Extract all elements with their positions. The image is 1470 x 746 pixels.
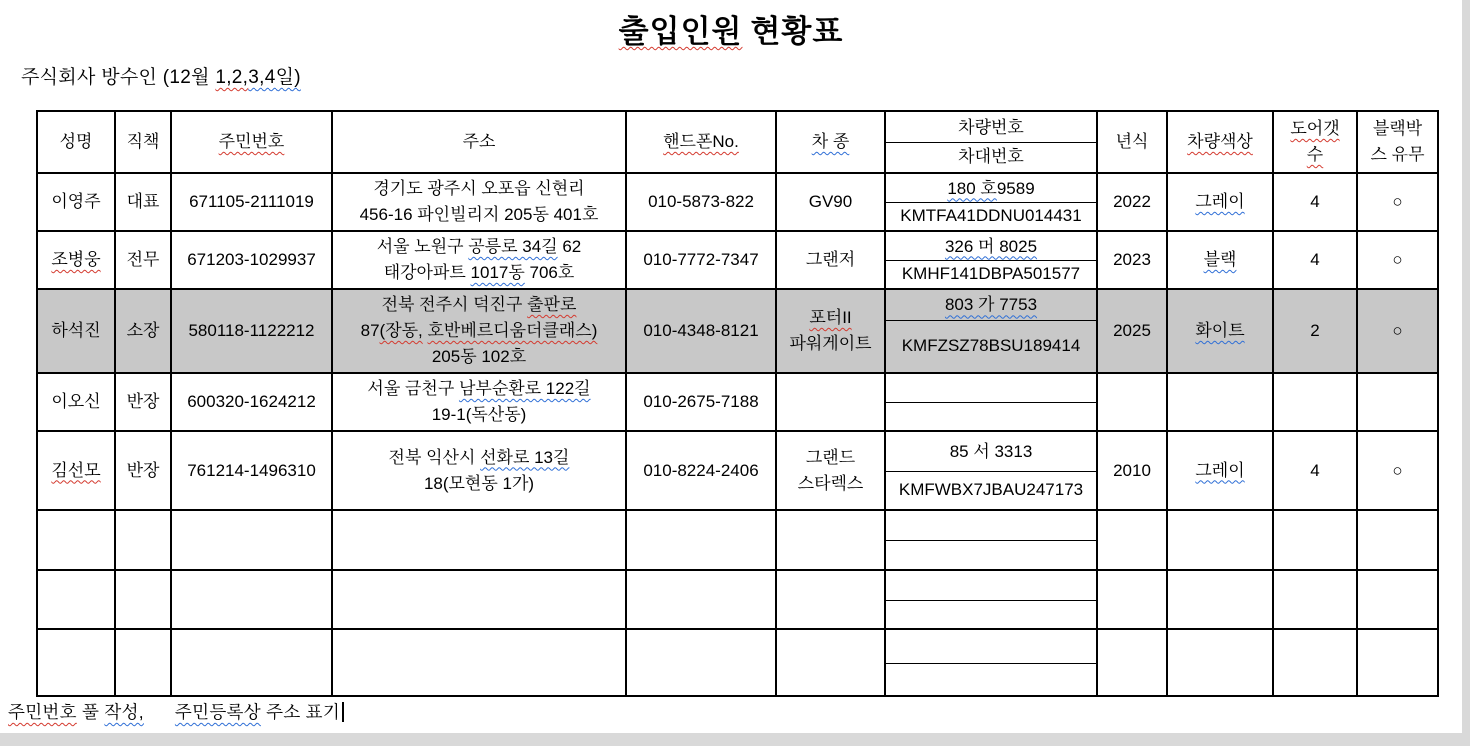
position-cell[interactable] [115, 510, 171, 570]
address-line [333, 445, 625, 471]
name-cell[interactable] [37, 231, 115, 289]
phone-cell[interactable] [626, 570, 776, 629]
car-year: 2023 [1113, 250, 1151, 269]
car-type: 그랜저 [805, 250, 856, 269]
subtitle-dates-blue: 3,4일) [248, 67, 301, 88]
company-subtitle[interactable] [21, 62, 301, 89]
vin-number: KMFZSZ78BSU189414 [901, 335, 1081, 355]
title-rest-text: 현황표 [750, 14, 844, 49]
address-cell[interactable] [332, 373, 626, 431]
door-count: 2 [1310, 321, 1320, 340]
blackbox-cell[interactable] [1357, 510, 1438, 570]
car-color: 화이트 [1195, 321, 1245, 340]
header-blackbox-line2: 스 유무 [1370, 145, 1425, 164]
person-rrn: 600320-1624212 [187, 392, 316, 411]
header-color-label: 차량색상 [1187, 132, 1253, 151]
color-cell[interactable] [1167, 570, 1273, 629]
blackbox-cell[interactable] [1357, 373, 1438, 431]
page-edge-bottom [0, 733, 1470, 746]
header-doors-line1: 도어갯 [1290, 119, 1340, 138]
phone-number: 010-8224-2406 [643, 460, 759, 480]
address-line [333, 292, 625, 318]
car-type-cell[interactable] [776, 510, 885, 570]
address-cell[interactable] [332, 510, 626, 570]
address-cell[interactable] [332, 570, 626, 629]
table-row [37, 231, 1438, 289]
color-cell[interactable] [1167, 373, 1273, 431]
phone-cell[interactable] [626, 173, 776, 231]
footer-text: 풀 [76, 702, 105, 722]
plate-number: 803 가 7753 [944, 295, 1038, 315]
year-cell[interactable] [1097, 570, 1167, 629]
phone-cell[interactable] [626, 431, 776, 510]
address-line [333, 318, 625, 344]
person-name: 이오신 [51, 392, 101, 411]
car-type-cell[interactable] [776, 570, 885, 629]
rrn-cell[interactable] [171, 231, 332, 289]
car-color: 그레이 [1195, 192, 1245, 211]
car-year: 2022 [1113, 192, 1151, 211]
plate-vin-cell[interactable] [885, 570, 1097, 629]
car-type-cell[interactable] [776, 231, 885, 289]
blackbox-circle-mark: ○ [1392, 460, 1403, 480]
footer-text: 주민등록상 [174, 702, 261, 722]
doors-cell[interactable] [1273, 289, 1357, 373]
name-cell[interactable] [37, 173, 115, 231]
position-cell[interactable] [115, 231, 171, 289]
year-cell[interactable] [1097, 510, 1167, 570]
address-line [333, 376, 625, 402]
year-cell[interactable] [1097, 173, 1167, 231]
person-position: 전무 [126, 250, 160, 269]
color-cell[interactable] [1167, 173, 1273, 231]
plate-vin-cell[interactable] [885, 289, 1097, 373]
header-plate-vin[interactable] [885, 111, 1097, 173]
blackbox-cell[interactable] [1357, 570, 1438, 629]
header-name[interactable] [37, 111, 115, 173]
position-cell[interactable] [115, 629, 171, 696]
footer-note[interactable] [8, 699, 344, 724]
header-address[interactable] [332, 111, 626, 173]
car-type: GV90 [808, 192, 853, 211]
person-name: 이영주 [51, 192, 101, 211]
phone-number: 010-7772-7347 [643, 250, 759, 269]
address-cell[interactable] [332, 629, 626, 696]
address-text: (장동, [379, 321, 423, 340]
door-count: 4 [1310, 250, 1320, 269]
address-text: 서울 금천구 [367, 379, 459, 398]
address-text: 18(모현동 1가) [423, 473, 535, 493]
doors-cell[interactable] [1273, 373, 1357, 431]
rrn-cell[interactable] [171, 431, 332, 510]
plate-vin-cell[interactable] [885, 173, 1097, 231]
plate-number: 9589 [996, 178, 1035, 198]
name-cell[interactable] [37, 510, 115, 570]
color-cell[interactable] [1167, 289, 1273, 373]
blackbox-circle-mark: ○ [1392, 192, 1403, 211]
header-doors[interactable] [1273, 111, 1357, 173]
address-text: 87 [360, 321, 380, 340]
person-name: 하석진 [51, 321, 101, 340]
address-text: 출판로 [527, 295, 577, 314]
person-position: 반장 [126, 392, 160, 411]
header-doors-line2: 수 [1306, 145, 1324, 164]
rrn-cell[interactable] [171, 173, 332, 231]
person-position: 대표 [126, 192, 160, 211]
name-cell[interactable] [37, 289, 115, 373]
address-text: 태강아파트 [383, 263, 471, 282]
name-cell[interactable] [37, 373, 115, 431]
phone-cell[interactable] [626, 289, 776, 373]
person-name: 조병웅 [51, 250, 101, 269]
car-color: 그레이 [1195, 460, 1245, 480]
header-car-type[interactable] [776, 111, 885, 173]
title-marked-text: 출입인원 [618, 14, 743, 49]
header-year-label: 년식 [1115, 132, 1149, 151]
address-line [333, 471, 625, 497]
table-row [37, 431, 1438, 510]
page-title[interactable] [0, 6, 1462, 51]
person-rrn: 761214-1496310 [187, 460, 316, 480]
address-text: 456-16 파인빌리지 205동 401호 [359, 205, 599, 224]
table-row-highlighted [37, 289, 1438, 373]
address-line [333, 202, 625, 228]
footer-text: 주소 표기 [260, 702, 341, 722]
plate-vin-cell[interactable] [885, 629, 1097, 696]
color-cell[interactable] [1167, 629, 1273, 696]
header-rrn-label: 주민번호 [218, 132, 285, 151]
year-cell[interactable] [1097, 231, 1167, 289]
address-line [333, 260, 625, 286]
address-line [333, 402, 625, 428]
blackbox-cell[interactable] [1357, 289, 1438, 373]
vin-number: KMHF141DBPA501577 [901, 264, 1081, 283]
address-text: 경기도 광주시 오포읍 신현리 [373, 179, 585, 198]
blackbox-cell[interactable] [1357, 431, 1438, 510]
address-cell[interactable] [332, 173, 626, 231]
person-name: 김선모 [51, 460, 101, 480]
color-cell[interactable] [1167, 431, 1273, 510]
door-count: 4 [1310, 192, 1320, 211]
header-blackbox[interactable] [1357, 111, 1438, 173]
car-type-cell[interactable] [776, 431, 885, 510]
subtitle-dates-red: 1,2, [215, 67, 249, 88]
person-rrn: 671105-2111019 [189, 192, 314, 211]
header-plate-label: 차량번호 [958, 117, 1024, 137]
car-type: 파워게이트 [789, 334, 872, 353]
address-line [333, 344, 625, 370]
address-text: 62 [557, 237, 582, 256]
rrn-cell[interactable] [171, 510, 332, 570]
plate-number: 326 머 8025 [944, 236, 1038, 256]
position-cell[interactable] [115, 173, 171, 231]
header-rrn[interactable] [171, 111, 332, 173]
person-rrn: 580118-1122212 [188, 321, 315, 340]
car-type: 그랜드 [805, 447, 856, 467]
table-row [37, 373, 1438, 431]
color-cell[interactable] [1167, 231, 1273, 289]
header-phone-label: 핸드폰No. [663, 132, 739, 151]
position-cell[interactable] [115, 373, 171, 431]
year-cell[interactable] [1097, 431, 1167, 510]
address-text: 205동 102호 [431, 347, 527, 366]
table-row-empty [37, 570, 1438, 629]
page-edge-right [1462, 0, 1470, 746]
address-text: 전북 전주시 덕진구 [381, 295, 528, 314]
blackbox-circle-mark: ○ [1392, 250, 1403, 269]
name-cell[interactable] [37, 629, 115, 696]
address-text: 1017동 [470, 263, 525, 282]
person-rrn: 671203-1029937 [187, 250, 316, 269]
plate-vin-cell[interactable] [885, 231, 1097, 289]
address-line [333, 234, 625, 260]
rrn-cell[interactable] [171, 570, 332, 629]
car-type-cell[interactable] [776, 289, 885, 373]
doors-cell[interactable] [1273, 173, 1357, 231]
header-position[interactable] [115, 111, 171, 173]
footer-text [144, 702, 175, 722]
doors-cell[interactable] [1273, 231, 1357, 289]
header-car-type-label: 차 종 [811, 132, 850, 151]
personnel-table [36, 110, 1439, 697]
year-cell[interactable] [1097, 373, 1167, 431]
address-text: 공릉로 34길 [468, 237, 558, 256]
phone-cell[interactable] [626, 231, 776, 289]
rrn-cell[interactable] [171, 373, 332, 431]
address-text: 선화로 13길 [480, 447, 570, 467]
color-cell[interactable] [1167, 510, 1273, 570]
plate-number: 85 서 3313 [949, 441, 1033, 461]
address-cell[interactable] [332, 231, 626, 289]
vin-number: KMTFA41DDNU014431 [900, 206, 1082, 225]
position-cell[interactable] [115, 289, 171, 373]
address-cell[interactable] [332, 289, 626, 373]
blackbox-cell[interactable] [1357, 231, 1438, 289]
position-cell[interactable] [115, 431, 171, 510]
rrn-cell[interactable] [171, 289, 332, 373]
phone-cell[interactable] [626, 629, 776, 696]
table-row-empty [37, 629, 1438, 696]
car-color: 블랙 [1203, 250, 1237, 269]
phone-number: 010-2675-7188 [643, 392, 759, 411]
plate-number: 180 호 [947, 178, 997, 198]
address-text: 서울 노원구 [376, 237, 469, 256]
name-cell[interactable] [37, 431, 115, 510]
address-line [333, 176, 625, 202]
address-text: 남부순환로 122길 [458, 379, 591, 398]
footer-text: 주민번호 [8, 702, 77, 722]
blackbox-cell[interactable] [1357, 629, 1438, 696]
text-caret [342, 702, 344, 722]
car-type: 스타렉스 [797, 473, 864, 493]
blackbox-cell[interactable] [1357, 173, 1438, 231]
address-text: 706호 [524, 263, 575, 282]
footer-text: 작성, [104, 702, 144, 722]
phone-cell[interactable] [626, 510, 776, 570]
header-address-label: 주소 [462, 132, 496, 151]
header-name-label: 성명 [59, 132, 93, 151]
header-position-label: 직책 [126, 132, 160, 151]
doors-cell[interactable] [1273, 570, 1357, 629]
car-type-cell[interactable] [776, 629, 885, 696]
person-position: 소장 [126, 321, 160, 340]
header-color[interactable] [1167, 111, 1273, 173]
car-year: 2025 [1113, 321, 1151, 340]
car-type-cell[interactable] [776, 373, 885, 431]
table-row [37, 173, 1438, 231]
position-cell[interactable] [115, 570, 171, 629]
plate-vin-cell[interactable] [885, 431, 1097, 510]
plate-vin-cell[interactable] [885, 373, 1097, 431]
header-blackbox-line1: 블랙박 [1372, 119, 1423, 138]
header-vin-label: 차대번호 [958, 147, 1024, 166]
blackbox-circle-mark: ○ [1392, 321, 1403, 340]
year-cell[interactable] [1097, 289, 1167, 373]
address-text: 전북 익산시 [388, 447, 481, 467]
car-year: 2010 [1113, 460, 1151, 480]
car-type-cell[interactable] [776, 173, 885, 231]
table-header-row [37, 111, 1438, 173]
address-text: 호반베르디움더클래스) [427, 321, 598, 340]
phone-number: 010-4348-8121 [643, 321, 759, 340]
doors-cell[interactable] [1273, 629, 1357, 696]
address-cell[interactable] [332, 431, 626, 510]
subtitle-prefix: 주식회사 방수인 (12월 [21, 67, 216, 88]
table-row-empty [37, 510, 1438, 570]
phone-number: 010-5873-822 [648, 192, 754, 211]
phone-cell[interactable] [626, 373, 776, 431]
address-text: 19-1(독산동) [431, 405, 527, 424]
year-cell[interactable] [1097, 629, 1167, 696]
vin-number: KMFWBX7JBAU247173 [898, 479, 1084, 499]
doors-cell[interactable] [1273, 431, 1357, 510]
person-position: 반장 [126, 460, 160, 480]
doors-cell[interactable] [1273, 510, 1357, 570]
header-phone[interactable] [626, 111, 776, 173]
rrn-cell[interactable] [171, 629, 332, 696]
plate-vin-cell[interactable] [885, 510, 1097, 570]
header-year[interactable] [1097, 111, 1167, 173]
car-type: 포터II [809, 308, 852, 327]
door-count: 4 [1310, 460, 1320, 480]
name-cell[interactable] [37, 570, 115, 629]
